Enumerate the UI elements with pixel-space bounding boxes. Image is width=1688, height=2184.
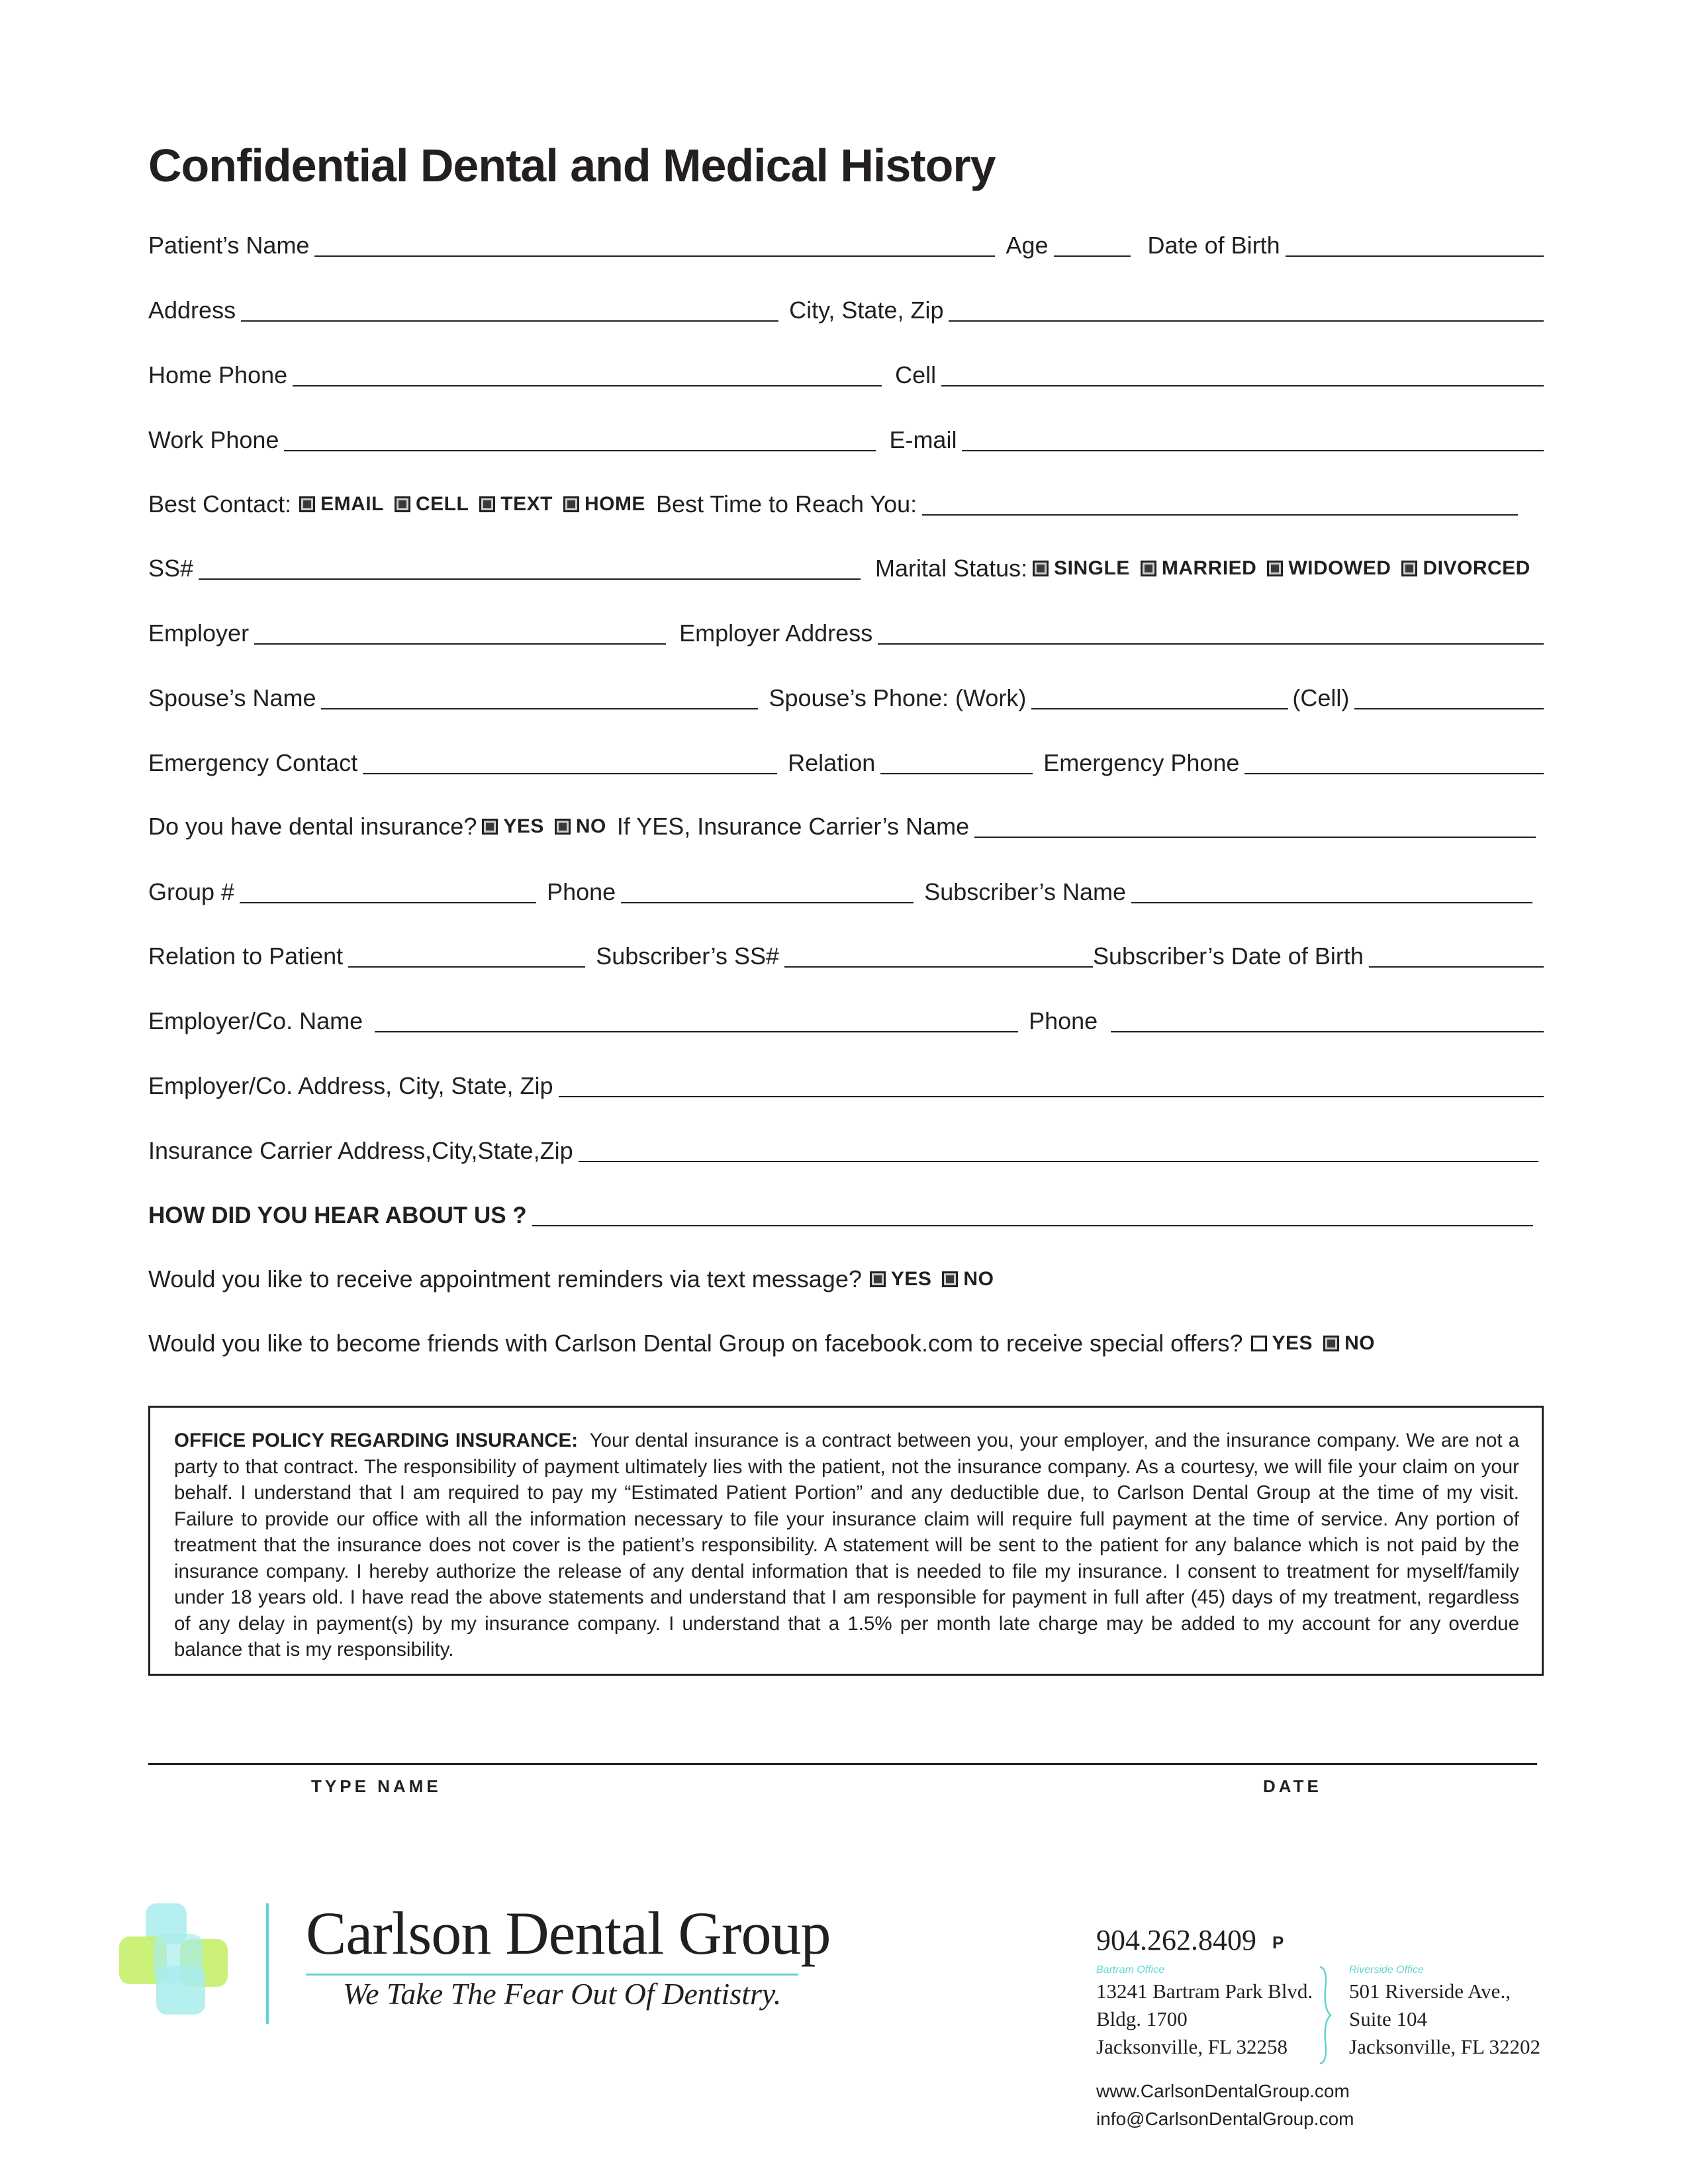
office-policy-box	[148, 1406, 1544, 1676]
employer-field[interactable]	[254, 618, 666, 645]
relation-label: Relation	[788, 749, 876, 776]
home-phone-field[interactable]	[293, 360, 882, 387]
bartram-line1: 13241 Bartram Park Blvd.	[1096, 1979, 1313, 2003]
age-label: Age	[1006, 232, 1049, 259]
row-employer	[148, 610, 1544, 650]
patient-name-label: Patient’s Name	[148, 232, 310, 259]
employer-address-field[interactable]	[878, 618, 1544, 645]
logo-divider	[266, 1903, 269, 2024]
subscriber-name-field[interactable]	[1131, 877, 1532, 903]
row-patient	[148, 222, 1544, 262]
home-phone-label: Home Phone	[148, 361, 288, 388]
subscriber-ss-label: Subscriber’s SS#	[596, 942, 779, 970]
address-field[interactable]	[241, 295, 778, 322]
checkbox[interactable]	[563, 496, 579, 512]
row-text-reminders	[148, 1256, 1544, 1296]
checkbox[interactable]	[870, 1271, 886, 1287]
checkbox[interactable]	[1401, 561, 1417, 576]
dental-insurance-yes[interactable]: YES	[482, 815, 544, 843]
bartram-line3: Jacksonville, FL 32258	[1096, 2035, 1288, 2058]
subscriber-name-label: Subscriber’s Name	[924, 878, 1126, 905]
checkbox[interactable]	[1267, 561, 1283, 576]
ss-label: SS#	[148, 555, 194, 582]
marital-status-label: Marital Status:	[875, 555, 1028, 582]
bartram-line2: Bldg. 1700	[1096, 2007, 1188, 2030]
row-group	[148, 869, 1544, 909]
checkbox[interactable]	[479, 496, 495, 512]
hear-about-field[interactable]	[532, 1200, 1533, 1226]
best-time-field[interactable]	[922, 489, 1518, 516]
dob-label: Date of Birth	[1147, 232, 1280, 259]
hear-about-label: HOW DID YOU HEAR ABOUT US ?	[148, 1203, 527, 1228]
logo-underline	[306, 1974, 798, 1976]
subscriber-dob-field[interactable]	[1369, 941, 1544, 968]
emergency-phone-label: Emergency Phone	[1043, 749, 1240, 776]
employer-label: Employer	[148, 619, 250, 647]
logo-mark-icon	[119, 1899, 238, 2019]
spouse-name-field[interactable]	[321, 683, 758, 709]
best-contact-cell[interactable]: CELL	[395, 493, 469, 521]
marital-divorced[interactable]: DIVORCED	[1401, 557, 1530, 585]
city-state-zip-field[interactable]	[949, 295, 1544, 322]
employer-address-label: Employer Address	[679, 619, 873, 647]
riverside-office-heading: Riverside Office	[1349, 1964, 1424, 1976]
checkbox[interactable]	[482, 819, 498, 835]
patient-name-field[interactable]	[314, 230, 995, 257]
emergency-contact-label: Emergency Contact	[148, 749, 358, 776]
type-name-label: TYPE NAME	[311, 1776, 442, 1796]
city-state-zip-label: City, State, Zip	[789, 296, 944, 324]
text-reminders-yes[interactable]: YES	[870, 1268, 932, 1296]
row-facebook	[148, 1320, 1544, 1360]
riverside-line3: Jacksonville, FL 32202	[1349, 2035, 1541, 2058]
cell-label: Cell	[895, 361, 937, 388]
best-contact-text[interactable]: TEXT	[479, 493, 553, 521]
row-dental-insurance	[148, 803, 1544, 843]
spouse-phone-work-field[interactable]	[1031, 683, 1288, 709]
bartram-office	[1096, 1963, 1313, 2061]
policy-text: Your dental insurance is a contract between you, your employer, and the insurance company. We are not a party to that contract. The responsibility of payment ultimately lies with the patient, not the insurance company. As a courtesy, we will file your claim on your behalf. I understand that I am required to pay my “Estimated Patient Portion” and any deductible due, to Carlson Dental Group at the time of my visit. Failure to provide our office with all the information necessary to file your insurance claim will require full payment at the time of service. Any portion of treatment that the insurance does not cover is the patient’s responsibility. A statement will be sent to the patient for any balance which is not paid by the insurance company. I hereby authorize the release of any dental information that is needed to file my insurance. I consent to treatment for myself/family under 18 years old. I have read the above statements and understand that I am responsible for payment in full after (45) days of my treatment, regardless of any delay in payment(s) by my insurance company. I understand that a 1.5% per month late charge may be added to my account for any overdue balance that is my responsibility.	[174, 1430, 1519, 1661]
phone-field[interactable]	[621, 877, 914, 903]
riverside-line2: Suite 104	[1349, 2007, 1427, 2030]
phone-number: 904.262.8409 P	[1096, 1924, 1284, 1956]
text-reminders-label: Would you like to receive appointment reminders via text message?	[148, 1265, 862, 1293]
checkbox[interactable]	[942, 1271, 958, 1287]
website-link[interactable]: www.CarlsonDentalGroup.com	[1096, 2081, 1350, 2101]
cell-field[interactable]	[941, 360, 1544, 387]
relation-to-patient-label: Relation to Patient	[148, 942, 344, 970]
policy-heading: OFFICE POLICY REGARDING INSURANCE:	[174, 1430, 579, 1451]
row-carrier-address	[148, 1128, 1544, 1167]
checkbox[interactable]	[555, 819, 571, 835]
checkbox[interactable]	[1141, 561, 1156, 576]
carrier-address-field[interactable]	[579, 1136, 1538, 1162]
work-phone-field[interactable]	[284, 425, 876, 451]
row-relation-patient	[148, 933, 1544, 973]
dental-insurance-no[interactable]: NO	[555, 815, 606, 843]
phone-label: Phone	[547, 878, 616, 905]
brace-divider-icon	[1317, 1966, 1333, 2065]
text-reminders-no[interactable]: NO	[942, 1268, 994, 1296]
row-hear-about	[148, 1192, 1544, 1232]
relation-field[interactable]	[880, 748, 1033, 774]
company-name: Carlson Dental Group	[306, 1899, 831, 1967]
bartram-office-heading: Bartram Office	[1096, 1964, 1165, 1976]
date-label: DATE	[1263, 1776, 1322, 1796]
form-title: Confidential Dental and Medical History	[148, 140, 996, 191]
checkbox[interactable]	[1033, 561, 1049, 576]
checkbox[interactable]	[395, 496, 410, 512]
email-label: E-mail	[889, 426, 957, 453]
facebook-yes[interactable]: YES	[1251, 1332, 1313, 1360]
dob-field[interactable]	[1286, 230, 1544, 257]
checkbox[interactable]	[299, 496, 315, 512]
employer-co-name-field[interactable]	[375, 1006, 1018, 1032]
row-emergency	[148, 740, 1544, 780]
relation-to-patient-field[interactable]	[348, 941, 585, 968]
marital-single[interactable]: SINGLE	[1033, 557, 1130, 585]
facebook-label: Would you like to become friends with Carlson Dental Group on facebook.com to receive special offers?	[148, 1330, 1243, 1357]
checkbox[interactable]	[1251, 1336, 1267, 1351]
emergency-contact-field[interactable]	[363, 748, 777, 774]
riverside-office	[1349, 1963, 1540, 2061]
row-work-phone	[148, 417, 1544, 457]
row-home-phone	[148, 352, 1544, 392]
best-contact-email[interactable]: EMAIL	[299, 493, 384, 521]
row-employer-co-address	[148, 1063, 1544, 1103]
employer-co-phone-field[interactable]	[1111, 1006, 1544, 1032]
row-ss	[148, 545, 1544, 585]
best-contact-home[interactable]: HOME	[563, 493, 645, 521]
age-field[interactable]	[1054, 230, 1131, 257]
dental-insurance-label: Do you have dental insurance?	[148, 813, 477, 840]
signature-line[interactable]	[148, 1763, 1537, 1765]
riverside-line1: 501 Riverside Ave.,	[1349, 1979, 1511, 2003]
emergency-phone-field[interactable]	[1244, 748, 1544, 774]
carrier-name-field[interactable]	[974, 811, 1536, 838]
ss-field[interactable]	[199, 553, 861, 580]
facebook-no[interactable]: NO	[1323, 1332, 1375, 1360]
best-contact-label: Best Contact:	[148, 490, 292, 518]
carrier-address-label: Insurance Carrier Address,City,State,Zip	[148, 1137, 573, 1164]
marital-married[interactable]: MARRIED	[1141, 557, 1257, 585]
checkbox[interactable]	[1323, 1336, 1339, 1351]
row-address	[148, 287, 1544, 327]
email-field[interactable]	[962, 425, 1544, 451]
employer-co-address-label: Employer/Co. Address, City, State, Zip	[148, 1072, 553, 1099]
spouse-name-label: Spouse’s Name	[148, 684, 316, 711]
spouse-phone-cell-field[interactable]	[1354, 683, 1544, 709]
group-label: Group #	[148, 878, 235, 905]
best-time-label: Best Time to Reach You:	[655, 490, 917, 518]
work-phone-label: Work Phone	[148, 426, 279, 453]
employer-co-phone-label: Phone	[1029, 1007, 1098, 1034]
group-field[interactable]	[240, 877, 536, 903]
row-best-contact	[148, 481, 1544, 521]
employer-co-name-label: Employer/Co. Name	[148, 1007, 363, 1034]
spouse-phone-cell-label: (Cell)	[1292, 684, 1350, 711]
employer-co-address-field[interactable]	[559, 1071, 1544, 1097]
row-employer-co	[148, 998, 1544, 1038]
subscriber-dob-label: Subscriber’s Date of Birth	[1093, 942, 1364, 970]
subscriber-ss-field[interactable]	[784, 941, 1093, 968]
carrier-name-label: If YES, Insurance Carrier’s Name	[616, 813, 970, 840]
row-spouse	[148, 675, 1544, 715]
address-label: Address	[148, 296, 236, 324]
phone-suffix: P	[1272, 1933, 1284, 1953]
marital-widowed[interactable]: WIDOWED	[1267, 557, 1391, 585]
email-link[interactable]: info@CarlsonDentalGroup.com	[1096, 2109, 1354, 2129]
company-tagline: We Take The Fear Out Of Dentistry.	[343, 1977, 782, 2011]
spouse-phone-work-label: Spouse’s Phone: (Work)	[769, 684, 1027, 711]
